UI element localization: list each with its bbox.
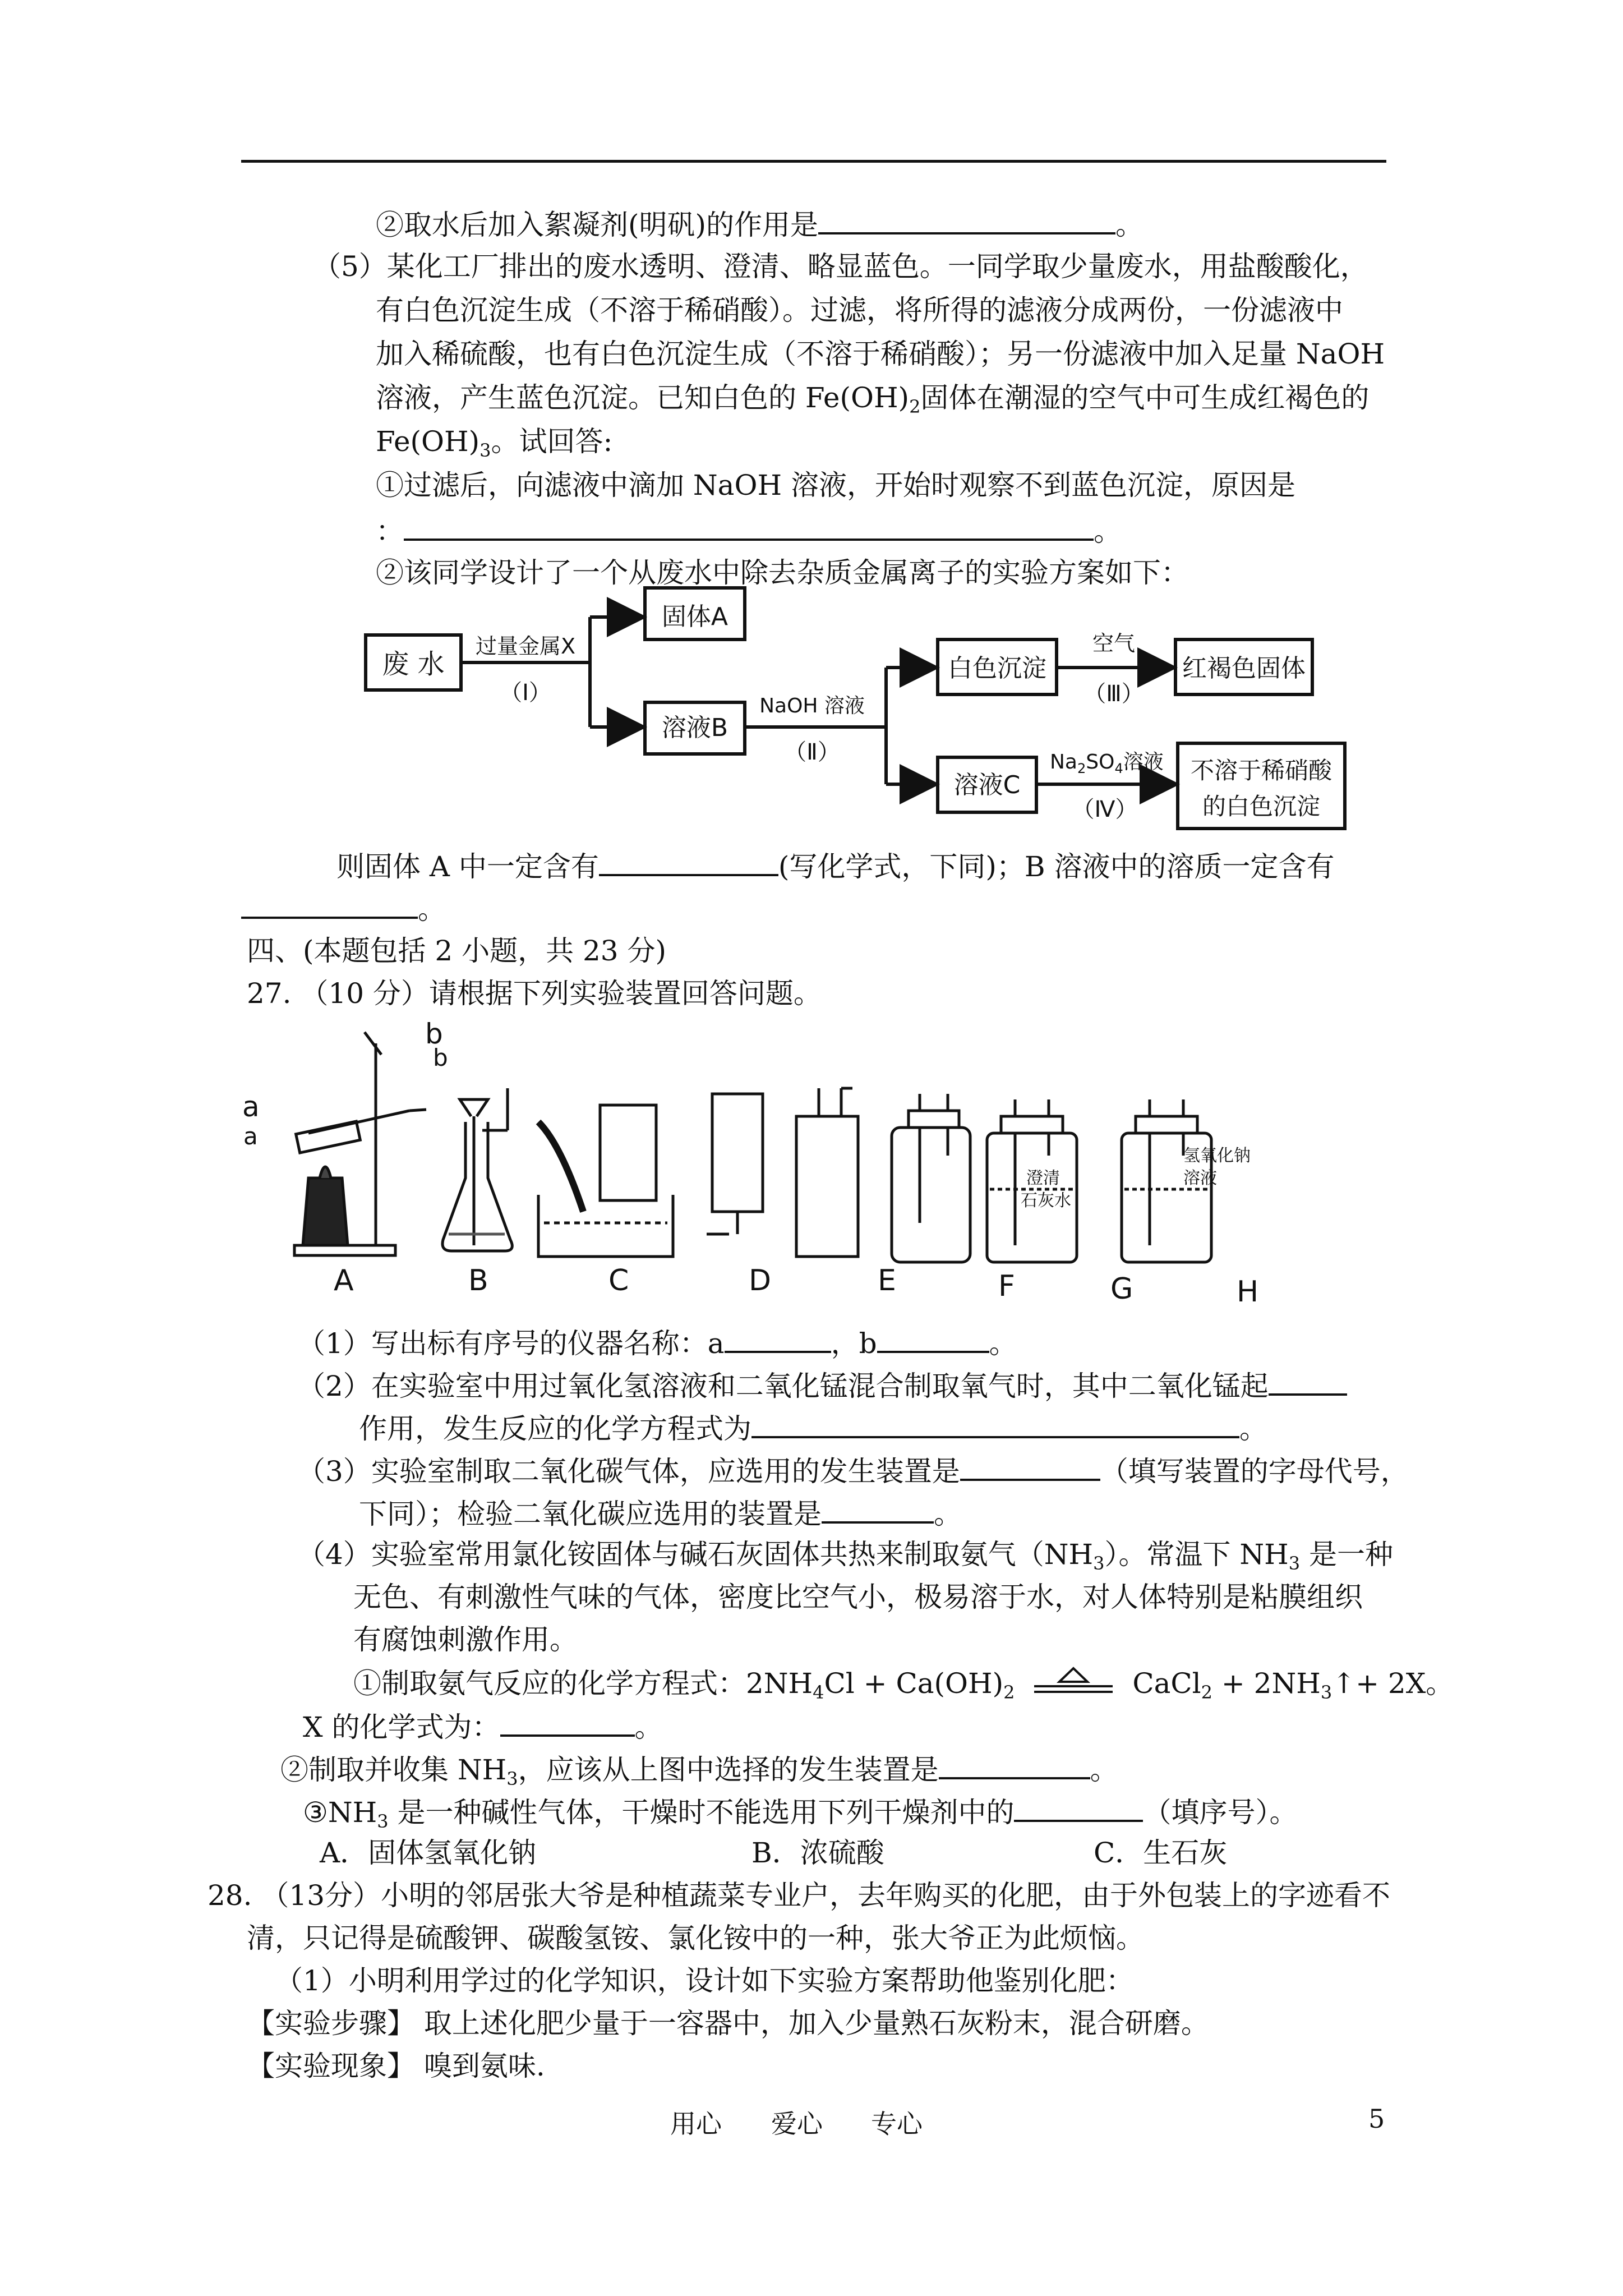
- answer-blank[interactable]: [960, 1452, 1100, 1481]
- flow-step4: （Ⅳ）: [1072, 797, 1138, 822]
- flow-arrow1-label: 过量金属X: [475, 634, 576, 659]
- answer-blank[interactable]: [1014, 1793, 1143, 1822]
- q27-p3-line2: 下同）；检验二氧化碳应选用的装置是 。: [359, 1494, 962, 1531]
- q26-p5-line7: ： 。: [376, 512, 1122, 549]
- flow-chart: [0, 0, 1623, 853]
- q26-answer-line: 则固体 A 中一定含有 (写化学式，下同)；B 溶液中的溶质一定含有: [336, 847, 1335, 884]
- answer-blank[interactable]: [599, 847, 778, 876]
- flow-arrow2-label: NaOH 溶液: [759, 694, 865, 717]
- apparatus-letter-d: D: [749, 1264, 772, 1297]
- flow-waste: 废 水: [382, 648, 445, 680]
- q26-p5-line3: 加入稀硫酸，也有白色沉淀生成（不溶于稀硝酸）；另一份滤液中加入足量 NaOH: [376, 338, 1385, 370]
- apparatus-a-base: [294, 1245, 395, 1255]
- label-a-big: a: [242, 1091, 260, 1123]
- q26-answer-line2: 。: [241, 890, 446, 927]
- q27-option-c: C．生石灰: [1094, 1837, 1228, 1869]
- flow-final-line1: 不溶于稀硝酸: [1190, 757, 1332, 784]
- answer-blank[interactable]: [241, 890, 418, 919]
- q28-line5: 【实验现象】 嗅到氨味.: [247, 2050, 545, 2082]
- q28-line2: 清，只记得是硫酸钾、碳酸氢铵、氯化铵中的一种，张大爷正为此烦恼。: [247, 1922, 1144, 1954]
- apparatus-letter-g: G: [1110, 1272, 1133, 1306]
- flow-step3: （Ⅲ）: [1083, 681, 1144, 707]
- q27-p3-line1: （3）实验室制取二氧化碳气体，应选用的发生装置是 （填写装置的字母代号，: [297, 1452, 1409, 1489]
- q27-p1: （1）写出标有序号的仪器名称：a ，b 。: [297, 1324, 1017, 1361]
- q28-line3: （1）小明利用学过的化学知识，设计如下实验方案帮助他鉴别化肥：: [275, 1964, 1134, 1997]
- g-text1: 澄清: [1026, 1168, 1060, 1188]
- h-text1: 氢氧化钠: [1183, 1146, 1251, 1166]
- label-b-big: b: [425, 1018, 443, 1050]
- answer-blank[interactable]: [751, 1409, 1239, 1438]
- flow-step1: （Ⅰ）: [500, 680, 551, 706]
- flow-solution-b: 溶液B: [661, 714, 728, 742]
- apparatus-letter-h: H: [1237, 1275, 1259, 1309]
- q27-p4-line2: 无色、有刺激性气味的气体，密度比空气小，极易溶于水，对人体特别是粘膜组织: [353, 1581, 1363, 1613]
- flow-step2: （Ⅱ）: [784, 739, 840, 765]
- flow-white-ppt: 白色沉淀: [948, 654, 1046, 683]
- q26-p5-line4: 溶液，产生蓝色沉淀。已知白色的 $Fe(OH)_2$固体在潮湿的空气中可生成红褐色的: [376, 381, 1370, 417]
- q27-option-b: B．浓硫酸: [751, 1837, 884, 1869]
- q26-p5-line1: （5）某化工厂排出的废水透明、澄清、略显蓝色。一同学取少量废水，用盐酸酸化，: [313, 250, 1368, 283]
- h-text2: 溶液: [1183, 1168, 1217, 1188]
- heat-arrow-icon: [1031, 1665, 1115, 1696]
- q27-equation: ①制取氨气反应的化学方程式：$2NH_4Cl + Ca(OH)_2$ CaCl$_2$ + $2NH_3↑+ 2X$。: [353, 1665, 1454, 1710]
- footer-text-1: 用心: [670, 2109, 722, 2139]
- flow-solution-c: 溶液C: [953, 771, 1021, 799]
- q26-p5-line6: ①过滤后，向滤液中滴加 NaOH 溶液，开始时观察不到蓝色沉淀，原因是: [376, 469, 1295, 501]
- q27-p2-line1: （2）在实验室中用过氧化氢溶液和二氧化锰混合制取氧气时，其中二氧化锰起: [297, 1366, 1347, 1404]
- flow-red-solid: 红褐色固体: [1182, 654, 1306, 683]
- footer-text-2: 爱心: [771, 2109, 823, 2139]
- q26-p5-line5: $Fe(OH)_3$。试回答:: [376, 425, 613, 461]
- q27-title: 27. （10 分）请根据下列实验装置回答问题。: [247, 977, 822, 1010]
- q27-option-a: A．固体氢氧化钠: [320, 1837, 537, 1869]
- label-b-small: b: [433, 1044, 448, 1071]
- flow-air: 空气: [1092, 631, 1136, 656]
- q27-p4-line1: （4）实验室常用氯化铵固体与碱石灰固体共热来制取氨气$(NH_3)$。常温下 $NH_3$ 是一种: [297, 1538, 1394, 1574]
- q27-sub2: ②制取并收集 $NH_3$，应该从上图中选择的发生装置是 。: [280, 1750, 1118, 1796]
- q27-p4-line3: 有腐蚀刺激作用。: [353, 1623, 578, 1656]
- section-heading: 四、(本题包括 2 小题，共 23 分): [247, 935, 667, 967]
- apparatus-letter-e: E: [878, 1264, 896, 1297]
- page-number: 5: [1368, 2104, 1385, 2134]
- answer-blank[interactable]: [500, 1708, 635, 1737]
- g-text2: 石灰水: [1021, 1191, 1071, 1211]
- apparatus-letter-c: C: [608, 1264, 629, 1297]
- q26-p5-line2: 有白色沉淀生成（不溶于稀硝酸）。过滤，将所得的滤液分成两份，一份滤液中: [376, 294, 1343, 326]
- apparatus-letter-a: A: [334, 1264, 354, 1297]
- q28-line1: 28. （13分）小明的邻居张大爷是种植蔬菜专业户，去年购买的化肥，由于外包装上的字迹看不: [208, 1879, 1391, 1912]
- answer-blank[interactable]: [1269, 1366, 1347, 1396]
- q28-line4: 【实验步骤】 取上述化肥少量于一容器中，加入少量熟石灰粉末，混合研磨。: [247, 2007, 1209, 2040]
- footer-text-3: 专心: [871, 2109, 923, 2139]
- flow-arrow4-label: $Na_2SO_4$溶液: [1050, 751, 1164, 776]
- apparatus-letter-f: F: [998, 1269, 1015, 1303]
- q27-x-formula: X 的化学式为： 。: [303, 1708, 663, 1745]
- apparatus-figure: [224, 1010, 1402, 1313]
- q26-p5-line8: ②该同学设计了一个从废水中除去杂质金属离子的实验方案如下：: [376, 556, 1189, 589]
- answer-blank[interactable]: [939, 1750, 1090, 1779]
- label-a-small: a: [243, 1122, 258, 1150]
- q27-p2-line2: 作用，发生反应的化学方程式为 。: [359, 1409, 1267, 1446]
- q27-sub3: $③NH_3$ 是一种碱性气体，干燥时不能选用下列干燥剂中的 （填序号）。: [303, 1793, 1297, 1839]
- flow-solid-a: 固体A: [661, 602, 728, 631]
- flow-final-line2: 的白色沉淀: [1202, 793, 1321, 820]
- answer-blank[interactable]: [725, 1324, 831, 1353]
- apparatus-letter-b: B: [468, 1264, 488, 1297]
- q26-line-2: ②取水后加入絮凝剂(明矾)的作用是 。: [376, 205, 1144, 242]
- answer-blank[interactable]: [822, 1494, 934, 1524]
- answer-blank[interactable]: [877, 1324, 989, 1353]
